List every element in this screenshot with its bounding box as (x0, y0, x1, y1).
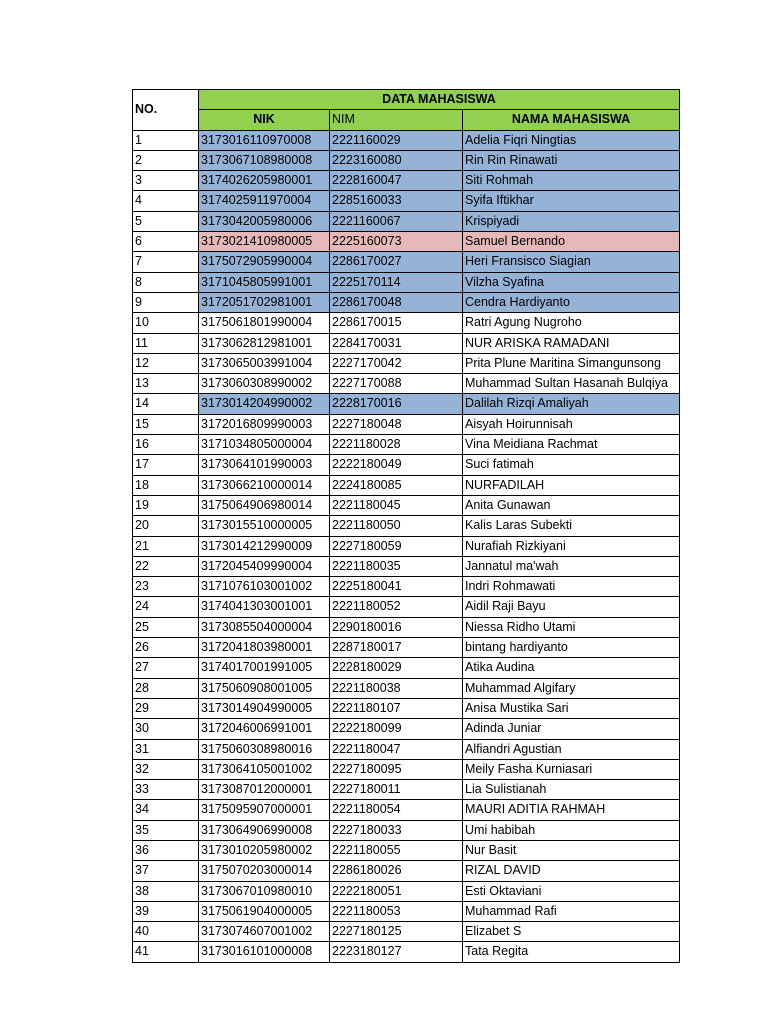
cell-nim: 2227180125 (330, 922, 463, 942)
cell-nik: 3173064906990008 (199, 820, 330, 840)
cell-nama: bintang hardiyanto (463, 638, 680, 658)
table-row (133, 942, 680, 962)
cell-nama: Adinda Juniar (463, 719, 680, 739)
cell-no: 19 (133, 495, 199, 515)
cell-nim: 2221180045 (330, 495, 463, 515)
cell-nama: Umi habibah (463, 820, 680, 840)
table-row (133, 577, 680, 597)
cell-no: 35 (133, 820, 199, 840)
cell-no: 28 (133, 678, 199, 698)
cell-nik: 3174041303001001 (199, 597, 330, 617)
cell-nik: 3173042005980006 (199, 211, 330, 231)
cell-nim: 2223180127 (330, 942, 463, 962)
cell-nama: Muhammad Sultan Hasanah Bulqiya (463, 374, 680, 394)
cell-nim: 2284170031 (330, 333, 463, 353)
cell-nama: Anisa Mustika Sari (463, 698, 680, 718)
cell-nik: 3172051702981001 (199, 292, 330, 312)
table-row (133, 739, 680, 759)
cell-no: 30 (133, 719, 199, 739)
cell-no: 41 (133, 942, 199, 962)
cell-no: 12 (133, 353, 199, 373)
cell-no: 29 (133, 698, 199, 718)
table-row (133, 130, 680, 150)
cell-nik: 3175072905990004 (199, 252, 330, 272)
cell-nik: 3173010205980002 (199, 840, 330, 860)
cell-no: 34 (133, 800, 199, 820)
cell-nama: Anita Gunawan (463, 495, 680, 515)
cell-no: 8 (133, 272, 199, 292)
cell-nama: Vilzha Syafina (463, 272, 680, 292)
cell-nama: Vina Meidiana Rachmat (463, 435, 680, 455)
cell-nim: 2228170016 (330, 394, 463, 414)
group-header-data-mahasiswa: DATA MAHASISWA (199, 90, 680, 110)
cell-no: 7 (133, 252, 199, 272)
table-row (133, 719, 680, 739)
cell-nama: Niessa Ridho Utami (463, 617, 680, 637)
cell-nik: 3171034805000004 (199, 435, 330, 455)
table-row (133, 495, 680, 515)
cell-nim: 2227180033 (330, 820, 463, 840)
cell-no: 18 (133, 475, 199, 495)
cell-nim: 2221180028 (330, 435, 463, 455)
cell-nama: Indri Rohmawati (463, 577, 680, 597)
cell-no: 3 (133, 171, 199, 191)
cell-nama: Nur Basit (463, 840, 680, 860)
cell-nik: 3174017001991005 (199, 658, 330, 678)
table-row (133, 922, 680, 942)
cell-no: 38 (133, 881, 199, 901)
cell-nik: 3172016809990003 (199, 414, 330, 434)
cell-nama: Dalilah Rizqi Amaliyah (463, 394, 680, 414)
table-header (133, 90, 680, 131)
table-row (133, 191, 680, 211)
cell-nama: Ratri Agung Nugroho (463, 313, 680, 333)
student-data-table (132, 89, 680, 963)
cell-nim: 2227180095 (330, 759, 463, 779)
cell-nim: 2221180055 (330, 840, 463, 860)
cell-nim: 2224180085 (330, 475, 463, 495)
cell-nim: 2290180016 (330, 617, 463, 637)
cell-nim: 2221160029 (330, 130, 463, 150)
table-row (133, 536, 680, 556)
cell-no: 25 (133, 617, 199, 637)
table-row (133, 455, 680, 475)
cell-nim: 2221180054 (330, 800, 463, 820)
cell-nik: 3173087012000001 (199, 780, 330, 800)
cell-nim: 2227180059 (330, 536, 463, 556)
cell-no: 5 (133, 211, 199, 231)
cell-nik: 3173085504000004 (199, 617, 330, 637)
cell-no: 39 (133, 901, 199, 921)
table-row (133, 597, 680, 617)
cell-no: 16 (133, 435, 199, 455)
table-row (133, 617, 680, 637)
cell-nik: 3173065003991004 (199, 353, 330, 373)
cell-nik: 3173060308990002 (199, 374, 330, 394)
cell-nim: 2222180051 (330, 881, 463, 901)
cell-nama: Cendra Hardiyanto (463, 292, 680, 312)
cell-nama: Meily Fasha Kurniasari (463, 759, 680, 779)
cell-nik: 3173062812981001 (199, 333, 330, 353)
cell-nim: 2221180050 (330, 516, 463, 536)
cell-no: 36 (133, 840, 199, 860)
cell-nim: 2287180017 (330, 638, 463, 658)
cell-nik: 3173066210000014 (199, 475, 330, 495)
cell-nim: 2228180029 (330, 658, 463, 678)
cell-nik: 3173064101990003 (199, 455, 330, 475)
cell-nim: 2286170048 (330, 292, 463, 312)
table-row (133, 333, 680, 353)
cell-nik: 3171076103001002 (199, 577, 330, 597)
cell-no: 22 (133, 556, 199, 576)
cell-nik: 3173014904990005 (199, 698, 330, 718)
cell-nik: 3175060308980016 (199, 739, 330, 759)
table-row (133, 861, 680, 881)
table-row (133, 435, 680, 455)
cell-nim: 2222180099 (330, 719, 463, 739)
cell-nama: Heri Fransisco Siagian (463, 252, 680, 272)
cell-nama: Prita Plune Maritina Simangunsong (463, 353, 680, 373)
cell-no: 13 (133, 374, 199, 394)
cell-nim: 2227170042 (330, 353, 463, 373)
cell-nik: 3175061904000005 (199, 901, 330, 921)
cell-nama: Syifa Iftikhar (463, 191, 680, 211)
cell-nama: Krispiyadi (463, 211, 680, 231)
cell-nim: 2221180047 (330, 739, 463, 759)
cell-nim: 2286180026 (330, 861, 463, 881)
cell-no: 10 (133, 313, 199, 333)
cell-nim: 2221180107 (330, 698, 463, 718)
cell-nama: Aidil Raji Bayu (463, 597, 680, 617)
column-header-no: NO. (133, 90, 199, 131)
cell-nik: 3173064105001002 (199, 759, 330, 779)
cell-nik: 3175070203000014 (199, 861, 330, 881)
cell-nama: Muhammad Rafi (463, 901, 680, 921)
cell-no: 2 (133, 150, 199, 170)
cell-no: 21 (133, 536, 199, 556)
cell-nik: 3173021410980005 (199, 232, 330, 252)
cell-no: 17 (133, 455, 199, 475)
cell-nik: 3172045409990004 (199, 556, 330, 576)
table-row (133, 698, 680, 718)
cell-nama: Nurafiah Rizkiyani (463, 536, 680, 556)
table-row (133, 475, 680, 495)
cell-nim: 2221180052 (330, 597, 463, 617)
cell-nim: 2227170088 (330, 374, 463, 394)
cell-nama: Aisyah Hoirunnisah (463, 414, 680, 434)
cell-no: 11 (133, 333, 199, 353)
cell-no: 4 (133, 191, 199, 211)
table-row (133, 150, 680, 170)
cell-no: 40 (133, 922, 199, 942)
cell-nik: 3175064906980014 (199, 495, 330, 515)
cell-nama: Alfiandri Agustian (463, 739, 680, 759)
table-row (133, 820, 680, 840)
cell-nim: 2227180048 (330, 414, 463, 434)
cell-nim: 2221180053 (330, 901, 463, 921)
cell-nim: 2221160067 (330, 211, 463, 231)
cell-no: 1 (133, 130, 199, 150)
cell-nim: 2286170027 (330, 252, 463, 272)
column-header-nim: NIM (330, 110, 463, 130)
cell-nama: Rin Rin Rinawati (463, 150, 680, 170)
table-row (133, 881, 680, 901)
cell-no: 23 (133, 577, 199, 597)
cell-no: 9 (133, 292, 199, 312)
cell-nik: 3174026205980001 (199, 171, 330, 191)
cell-nama: Muhammad Algifary (463, 678, 680, 698)
table-row (133, 374, 680, 394)
cell-no: 31 (133, 739, 199, 759)
cell-nik: 3173067108980008 (199, 150, 330, 170)
cell-nik: 3173014212990009 (199, 536, 330, 556)
cell-nama: Adelia Fiqri Ningtias (463, 130, 680, 150)
cell-nama: Kalis Laras Subekti (463, 516, 680, 536)
table-row (133, 678, 680, 698)
cell-nim: 2225160073 (330, 232, 463, 252)
table-row (133, 800, 680, 820)
cell-nim: 2222180049 (330, 455, 463, 475)
table-row (133, 211, 680, 231)
table-row (133, 394, 680, 414)
cell-no: 14 (133, 394, 199, 414)
cell-nama: Jannatul ma'wah (463, 556, 680, 576)
cell-nim: 2285160033 (330, 191, 463, 211)
table-row (133, 313, 680, 333)
table-row (133, 171, 680, 191)
cell-nama: RIZAL DAVID (463, 861, 680, 881)
cell-nim: 2225180041 (330, 577, 463, 597)
cell-nama: Atika Audina (463, 658, 680, 678)
cell-nim: 2221180038 (330, 678, 463, 698)
cell-nama: Lia Sulistianah (463, 780, 680, 800)
cell-no: 6 (133, 232, 199, 252)
table-row (133, 272, 680, 292)
table-row (133, 658, 680, 678)
cell-nama: MAURI ADITIA RAHMAH (463, 800, 680, 820)
cell-no: 26 (133, 638, 199, 658)
table-row (133, 414, 680, 434)
table-row (133, 292, 680, 312)
cell-nama: Suci fatimah (463, 455, 680, 475)
cell-nik: 3175095907000001 (199, 800, 330, 820)
table-row (133, 780, 680, 800)
table-row (133, 556, 680, 576)
cell-no: 32 (133, 759, 199, 779)
table-body (133, 130, 680, 962)
column-header-nik: NIK (199, 110, 330, 130)
cell-nik: 3172046006991001 (199, 719, 330, 739)
cell-nik: 3173016101000008 (199, 942, 330, 962)
cell-nama: Samuel Bernando (463, 232, 680, 252)
cell-nama: NUR ARISKA RAMADANI (463, 333, 680, 353)
cell-no: 27 (133, 658, 199, 678)
table-row (133, 759, 680, 779)
cell-nim: 2225170114 (330, 272, 463, 292)
cell-no: 15 (133, 414, 199, 434)
cell-nik: 3175061801990004 (199, 313, 330, 333)
cell-nim: 2223160080 (330, 150, 463, 170)
cell-nama: Tata Regita (463, 942, 680, 962)
cell-nik: 3172041803980001 (199, 638, 330, 658)
cell-nik: 3173014204990002 (199, 394, 330, 414)
cell-nama: Elizabet S (463, 922, 680, 942)
table-row (133, 840, 680, 860)
cell-nik: 3173016110970008 (199, 130, 330, 150)
table-row (133, 638, 680, 658)
column-header-nama: NAMA MAHASISWA (463, 110, 680, 130)
table-row (133, 252, 680, 272)
cell-nim: 2286170015 (330, 313, 463, 333)
table-row (133, 901, 680, 921)
cell-nama: Siti Rohmah (463, 171, 680, 191)
cell-nim: 2221180035 (330, 556, 463, 576)
cell-no: 37 (133, 861, 199, 881)
cell-nik: 3173074607001002 (199, 922, 330, 942)
cell-nama: Esti Oktaviani (463, 881, 680, 901)
cell-nik: 3173067010980010 (199, 881, 330, 901)
cell-no: 24 (133, 597, 199, 617)
cell-nik: 3174025911970004 (199, 191, 330, 211)
cell-no: 33 (133, 780, 199, 800)
table-row (133, 353, 680, 373)
cell-nim: 2227180011 (330, 780, 463, 800)
cell-nik: 3173015510000005 (199, 516, 330, 536)
cell-nama: NURFADILAH (463, 475, 680, 495)
cell-no: 20 (133, 516, 199, 536)
table-row (133, 232, 680, 252)
table-row (133, 516, 680, 536)
cell-nik: 3171045805991001 (199, 272, 330, 292)
cell-nik: 3175060908001005 (199, 678, 330, 698)
cell-nim: 2228160047 (330, 171, 463, 191)
